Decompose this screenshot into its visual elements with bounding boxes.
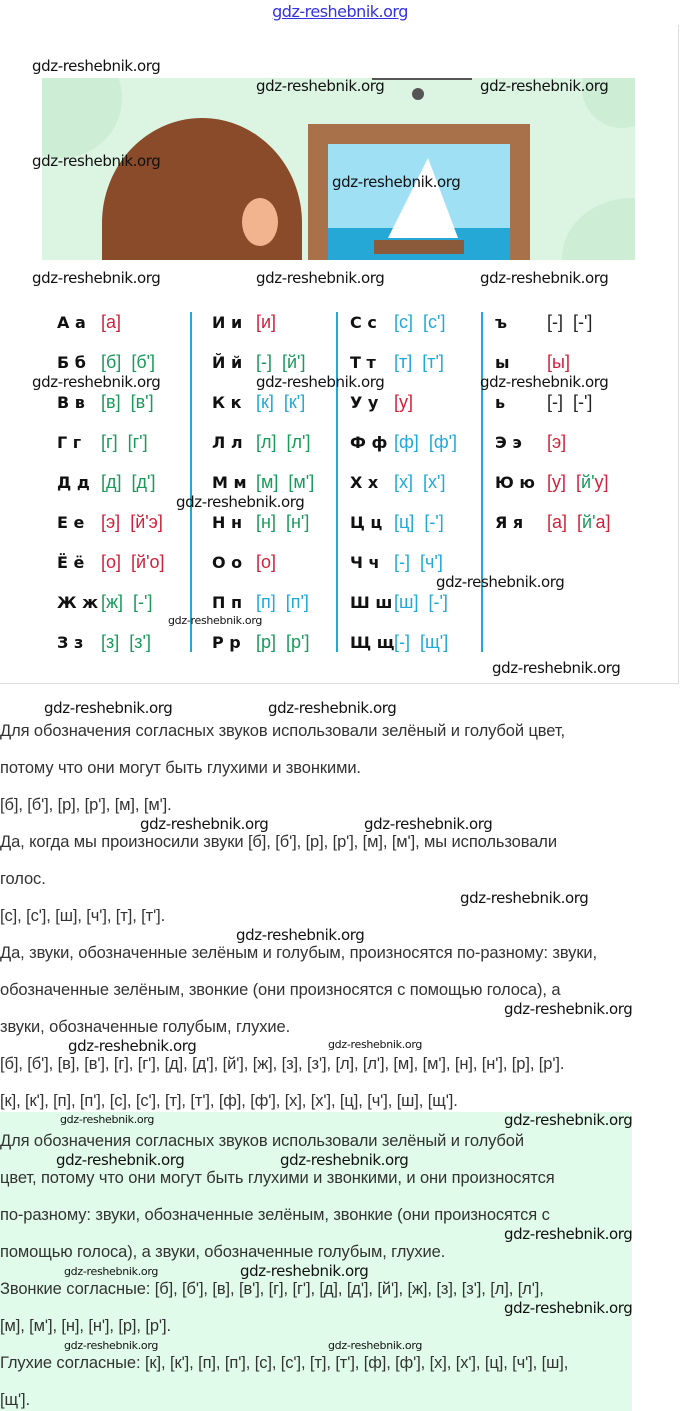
letter: Ю ю — [495, 473, 535, 492]
sound-transcription: [у] — [547, 472, 567, 492]
watermark: gdz-reshebnik.org — [168, 614, 263, 627]
painting-frame — [308, 124, 530, 260]
answer-line: голос. — [0, 870, 46, 888]
sound-transcription: [-'] — [428, 592, 448, 612]
letter: А а — [57, 313, 86, 332]
watermark: gdz-reshebnik.org — [504, 1110, 633, 1129]
letter-row — [57, 472, 165, 493]
sound-transcription: [д] — [101, 472, 122, 492]
summary-line: Глухие согласные: [к], [к'], [п], [п'], [с], [с'], [т], [т'], [ф], [ф'], [х], [х'], [ц], [ч'], [ш], — [0, 1354, 569, 1372]
painting-string — [372, 78, 472, 130]
sound-transcription: [и] — [256, 312, 277, 332]
sound-transcription: [ш] — [394, 592, 419, 612]
letter: Д д — [57, 473, 90, 492]
letter: Я я — [495, 513, 524, 532]
sound-transcription: [д'] — [131, 472, 156, 492]
sound-transcription: [м] — [256, 472, 279, 492]
sound-transcription: [-'] — [573, 312, 593, 332]
sound-transcription: [э] — [101, 512, 121, 532]
sound-transcription: [р] — [256, 632, 277, 652]
column-divider — [481, 312, 483, 652]
sound-transcription: [й'] — [282, 352, 306, 372]
watermark: gdz-reshebnik.org — [176, 493, 305, 511]
sound-transcription: [х'] — [423, 472, 446, 492]
answer-line: Да, когда мы произносили звуки [б], [б'], [р], [р'], [м], [м'], мы использовали — [0, 833, 557, 851]
sound-transcription: [-] — [547, 312, 563, 332]
sound-transcription: [-] — [394, 632, 410, 652]
letter-row — [495, 312, 602, 333]
watermark: gdz-reshebnik.org — [504, 1224, 633, 1243]
letter-row — [212, 472, 324, 493]
watermark: gdz-reshebnik.org — [480, 373, 609, 391]
letter: П п — [212, 593, 243, 612]
letter-row — [350, 512, 454, 533]
sound-transcription: [й'о] — [131, 552, 165, 572]
letter-row — [350, 432, 467, 453]
letter: Б б — [57, 353, 86, 372]
letter-row — [495, 432, 576, 453]
watermark: gdz-reshebnik.org — [492, 659, 621, 677]
summary-line: [щ']. — [0, 1391, 30, 1409]
answer-line: [б], [б'], [р], [р'], [м], [м']. — [0, 796, 172, 814]
letter: У у — [350, 393, 379, 412]
sound-transcription: [о] — [101, 552, 122, 572]
sound-transcription: [-] — [256, 352, 272, 372]
answer-line: [с], [с'], [ш], [ч'], [т], [т']. — [0, 907, 166, 925]
letter: М м — [212, 473, 247, 492]
sound-transcription: [й'э] — [130, 512, 163, 532]
watermark: gdz-reshebnik.org — [240, 1261, 369, 1280]
background-blob — [562, 198, 635, 260]
sound-transcription: [ч'] — [420, 552, 443, 572]
letter: Ш ш — [350, 593, 393, 612]
letter-row — [57, 352, 165, 373]
letter-row — [57, 432, 158, 453]
letter: Х х — [350, 473, 379, 492]
sound-transcription: [б] — [101, 352, 122, 372]
watermark: gdz-reshebnik.org — [64, 1338, 159, 1352]
letter-row — [212, 632, 319, 653]
sound-transcription: [-] — [394, 552, 410, 572]
answer-line: [к], [к'], [п], [п'], [с], [с'], [т], [т'], [ф], [ф'], [х], [х'], [ц], [ч'], [ш], [щ']. — [0, 1092, 458, 1110]
sound-transcription: [т'] — [422, 352, 444, 372]
watermark: gdz-reshebnik.org — [44, 699, 173, 717]
sound-transcription: [ф] — [394, 432, 419, 452]
watermark: gdz-reshebnik.org — [504, 999, 633, 1018]
letter: ъ — [495, 313, 508, 332]
watermark: gdz-reshebnik.org — [32, 269, 161, 287]
boat-hull — [374, 240, 464, 254]
letter: Р р — [212, 633, 241, 652]
sound-transcription: [-'] — [133, 592, 153, 612]
watermark: gdz-reshebnik.org — [32, 152, 161, 170]
watermark: gdz-reshebnik.org — [256, 373, 385, 391]
summary-line: [м], [м'], [н], [н'], [р], [р']. — [0, 1317, 171, 1335]
watermark: gdz-reshebnik.org — [328, 1338, 423, 1352]
letter-row — [350, 312, 455, 333]
letter-row — [57, 552, 175, 573]
letter: Т т — [350, 353, 376, 372]
watermark: gdz-reshebnik.org — [460, 888, 589, 907]
letter-row — [57, 512, 173, 533]
letter-row — [57, 632, 161, 653]
answer-line: Для обозначения согласных звуков использовали зелёный и голубой цвет, — [0, 722, 565, 740]
letter-row — [350, 472, 455, 493]
answer-line: Да, звуки, обозначенные зелёным и голубым, произносятся по-разному: звуки, — [0, 944, 598, 962]
watermark: gdz-reshebnik.org — [480, 77, 609, 95]
watermark: gdz-reshebnik.org — [60, 1112, 155, 1126]
sound-transcription: [а] — [101, 312, 122, 332]
letter: Ц ц — [350, 513, 383, 532]
letter-row — [495, 352, 580, 373]
sound-transcription: [л] — [256, 432, 277, 452]
letter: ь — [495, 393, 506, 412]
sound-transcription: [к'] — [283, 392, 306, 412]
watermark: gdz-reshebnik.org — [256, 77, 385, 95]
watermark: gdz-reshebnik.org — [32, 373, 161, 391]
sound-transcription: [э] — [547, 432, 567, 452]
letter-row — [212, 312, 286, 333]
sound-transcription: [а] — [547, 512, 568, 532]
summary-line: Для обозначения согласных звуков использовали зелёный и голубой — [0, 1132, 524, 1150]
watermark: gdz-reshebnik.org — [268, 699, 397, 717]
answer-line: потому что они могут быть глухими и звонкими. — [0, 759, 361, 777]
summary-line: помощью голоса), а звуки, обозначенные голубым, глухие. — [0, 1243, 446, 1261]
sound-transcription: [п] — [256, 592, 276, 612]
letter: К к — [212, 393, 242, 412]
sound-transcription: [б'] — [131, 352, 156, 372]
letter-row — [495, 392, 602, 413]
sound-transcription: [х] — [394, 472, 414, 492]
letter-row — [212, 352, 316, 373]
sound-transcription: [ф'] — [428, 432, 458, 452]
answer-line: звуки, обозначенные голубым, глухие. — [0, 1018, 291, 1036]
sound-transcription: [ц] — [394, 512, 415, 532]
letter: Щ щ — [350, 633, 395, 652]
letter-row — [57, 592, 162, 613]
background-blob — [42, 78, 122, 158]
answer-line: обозначенные зелёным, звонкие (они произносятся с помощью голоса), а — [0, 981, 561, 999]
sound-transcription: [м'] — [288, 472, 315, 492]
watermark: gdz-reshebnik.org — [256, 269, 385, 287]
letter: Ё ё — [57, 553, 85, 572]
sound-transcription: [п'] — [285, 592, 309, 612]
sound-transcription: [в'] — [130, 392, 154, 412]
watermark: gdz-reshebnik.org — [56, 1150, 185, 1169]
letter-row — [57, 312, 131, 333]
sound-transcription: [з] — [101, 632, 120, 652]
watermark: gdz-reshebnik.org — [236, 925, 365, 944]
watermark: gdz-reshebnik.org — [64, 1264, 159, 1278]
letter-row — [495, 512, 621, 533]
watermark: gdz-reshebnik.org — [32, 57, 161, 75]
letter: Г г — [57, 433, 82, 452]
summary-line: по-разному: звуки, обозначенные зелёным, звонкие (они произносятся с — [0, 1206, 550, 1224]
watermark: gdz-reshebnik.org — [280, 1150, 409, 1169]
watermark: gdz-reshebnik.org — [364, 814, 493, 833]
nail-icon — [412, 88, 424, 100]
sound-transcription: [к] — [256, 392, 274, 412]
sound-transcription: [с'] — [423, 312, 446, 332]
letter: ы — [495, 353, 510, 372]
sound-transcription: [н] — [256, 512, 276, 532]
letter: О о — [212, 553, 243, 572]
summary-line: цвет, потому что они могут быть глухими и звонкими, и они произносятся — [0, 1169, 555, 1187]
site-link[interactable]: gdz-reshebnik.org — [272, 2, 408, 21]
letter-row — [350, 552, 453, 573]
sound-transcription: [о] — [256, 552, 277, 572]
sailboat-icon — [388, 158, 458, 238]
sound-transcription: [з'] — [129, 632, 151, 652]
letter: Е е — [57, 513, 85, 532]
letter: Ч ч — [350, 553, 380, 572]
sound-transcription: [-'] — [424, 512, 444, 532]
letter-row — [350, 632, 458, 653]
letter: Ж ж — [57, 593, 99, 612]
letter-row — [350, 592, 458, 613]
answer-line: [б], [б'], [в], [в'], [г], [г'], [д], [д'], [й'], [ж], [з], [з'], [л], [л'], [м], [м'], [н], [н'], [р], [р']. — [0, 1055, 565, 1073]
sound-transcription: [-] — [547, 392, 563, 412]
sound-transcription: [-'] — [573, 392, 593, 412]
watermark: gdz-reshebnik.org — [480, 269, 609, 287]
letter-row — [212, 592, 319, 613]
letter: Й й — [212, 353, 243, 372]
letter: Э э — [495, 433, 522, 452]
letter-row — [212, 392, 315, 413]
letter: С с — [350, 313, 377, 332]
letter-row — [350, 352, 454, 373]
watermark: gdz-reshebnik.org — [504, 1298, 633, 1317]
sound-transcription: [й'у] — [576, 472, 609, 492]
sound-transcription: [л'] — [286, 432, 311, 452]
sound-transcription: [н'] — [285, 512, 310, 532]
letter-row — [212, 512, 319, 533]
sound-transcription: [щ'] — [420, 632, 449, 652]
sound-transcription: [т] — [394, 352, 413, 372]
watermark: gdz-reshebnik.org — [140, 814, 269, 833]
sound-transcription: [г] — [101, 432, 118, 452]
sound-transcription: [в] — [101, 392, 121, 412]
letter: Н н — [212, 513, 243, 532]
sound-transcription: [г'] — [127, 432, 148, 452]
sound-transcription: [у] — [394, 392, 414, 412]
letter-row — [495, 472, 619, 493]
painting-canvas — [328, 144, 510, 260]
watermark: gdz-reshebnik.org — [436, 573, 565, 591]
letter-row — [212, 552, 286, 573]
letter-row — [350, 392, 423, 413]
letter: Ф ф — [350, 433, 388, 452]
watermark: gdz-reshebnik.org — [68, 1036, 197, 1055]
watermark: gdz-reshebnik.org — [328, 1037, 423, 1051]
letter: З з — [57, 633, 84, 652]
sound-transcription: [ы] — [547, 352, 570, 372]
letter: В в — [57, 393, 85, 412]
sound-transcription: [й'а] — [577, 512, 611, 532]
letter: Л л — [212, 433, 243, 452]
letter: И и — [212, 313, 243, 332]
boy-ear — [242, 198, 278, 246]
letter-row — [212, 432, 320, 453]
watermark: gdz-reshebnik.org — [332, 173, 461, 191]
sound-transcription: [с] — [394, 312, 414, 332]
summary-line: Звонкие согласные: [б], [б'], [в], [в'], [г], [г'], [д], [д'], [й'], [ж], [з], [з'], [л], [л'], — [0, 1280, 544, 1298]
sound-transcription: [р'] — [286, 632, 310, 652]
sound-transcription: [ж] — [101, 592, 124, 612]
column-divider — [190, 312, 192, 652]
column-divider — [336, 312, 338, 652]
letter-row — [57, 392, 164, 413]
